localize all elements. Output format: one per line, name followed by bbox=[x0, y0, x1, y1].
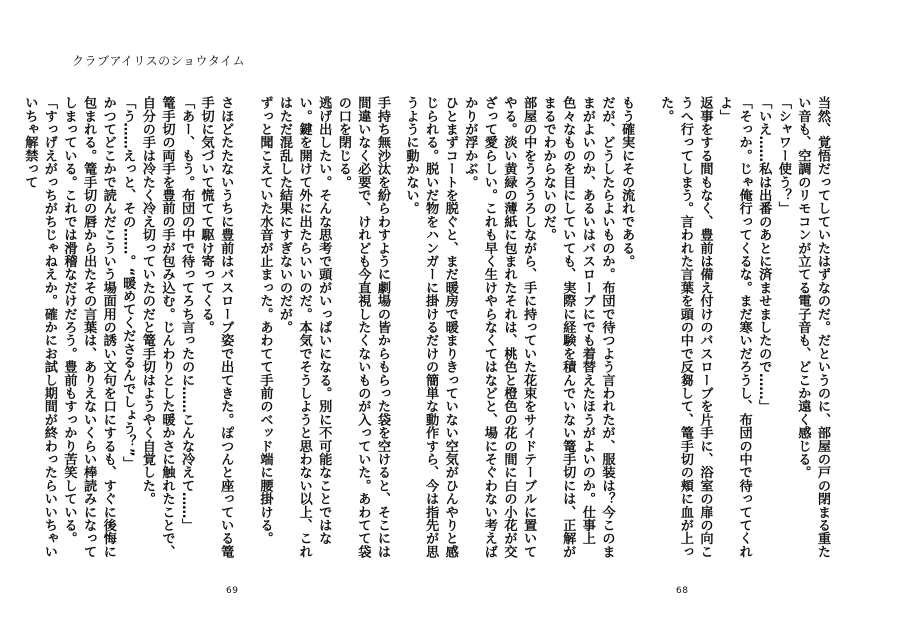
dialogue: 「そっか。じゃ俺行ってくるな。まだ寒いだろうし、布団の中で待っててくれよ」 bbox=[717, 96, 752, 558]
paragraph: 手持ち無沙汰を紛らわすように劇場の皆からもらった袋を空けると、そこには間違いなく必要で、けれども今直視したくないものが入っていた。あわてて袋の口を閉じる。 bbox=[335, 96, 390, 558]
page-number: 69 bbox=[226, 586, 239, 596]
dialogue: 「う……えっと、その……。“暖めてくださるんでしょう？”」 bbox=[120, 96, 136, 470]
dialogue: 「シャワー使う？」 bbox=[775, 96, 791, 215]
paragraph: だが、どうしたらよいものか。布団で待つよう言われたが、服装は？今このままがよいのか、あるいはバスローブにでも着替えたほうがよいのか。仕事上色々なものを目にしていても、実際に経験を積んでいない篭手切には、正解がまるでわからないのだ。 bbox=[540, 96, 615, 558]
paragraph: かつてどこかで読んだこういう場面用の誘い文句を口にするも、すぐに後悔に包まれる。篭手切の唇から出たその言葉は、ありえないくらい棒読みになってしまっている。これでは滑稽なだけだろう。豊前もすっかり苦笑している。 bbox=[61, 96, 116, 558]
dialogue: 「すっげえがっちがちじゃねえか。確かにお試し期間が終わったらいいちゃいいちゃ解禁って bbox=[22, 96, 57, 558]
running-head: クラブアイリスのショウタイム bbox=[72, 54, 246, 68]
paragraph: 返事をする間もなく、豊前は備え付けのバスローブを片手に、浴室の扉の向こうへ行ってしまう。言われた言葉を頭の中で反芻して、篭手切の頬に血が上った。 bbox=[658, 96, 713, 558]
paragraph: 逃げ出したい。そんな思考で頭がいっぱいになる。別に不可能なことではない。鍵を開けて外に出たらいいのだ。本気でそうしようと思わない以上、これはただ混乱した結果にすぎないのだが。 bbox=[277, 96, 332, 558]
left-page-body bbox=[22, 96, 392, 566]
paragraph: もう確実にその流れである。 bbox=[619, 96, 635, 268]
paragraph: 当然、覚悟だってしていたはずなのだ。だというのに、部屋の戸の閉まる重たい音も、空調のリモコンが立てる電子音も、どこか遠く感じる。 bbox=[795, 96, 830, 558]
right-page-body bbox=[403, 96, 832, 566]
page-number: 68 bbox=[676, 586, 689, 596]
paragraph: さほどたたないうちに豊前はバスローブ姿で出てきた。ぽつんと座っている篭手切に気づいて慌てて駆け寄ってくる。 bbox=[198, 96, 234, 558]
paragraph: 部屋の中をうろうろしながら、手に持っていた花束をサイドテーブルに置いてやる。淡い黄緑の薄紙に包まれたそれは、桃色と橙色の花の間に白の小花が交ざって愛らしい。これも早く生けやらなくてはなどと、場にそぐわない考えばかりが浮かぶ。 bbox=[462, 96, 537, 558]
paragraph: 篭手切の両手を豊前の手が包み込む。じんわりとした暖かさに触れたことで、自分の手は冷たく冷え切っていたのだと篭手切はようやく自覚した。 bbox=[139, 96, 175, 558]
dialogue: 「あー、もう。布団の中で待ってろち言ったのに……こんな冷えて……」 bbox=[179, 96, 195, 532]
right-page bbox=[403, 0, 900, 634]
dialogue: 「いえ……私は出番のあとに済ませましたので……」 bbox=[756, 96, 772, 413]
paragraph: ずっと聞こえていた水音が止まった。あわてて手前のベッド端に腰掛ける。 bbox=[257, 96, 273, 545]
paragraph: ひとまずコートを脱ぐと、まだ暖房で暖まりきっていない空気がひんやりと感じられる。脱いだ物をハンガーに掛けるだけの簡単な動作すら、今は指先が思うように動かない。 bbox=[403, 96, 458, 558]
